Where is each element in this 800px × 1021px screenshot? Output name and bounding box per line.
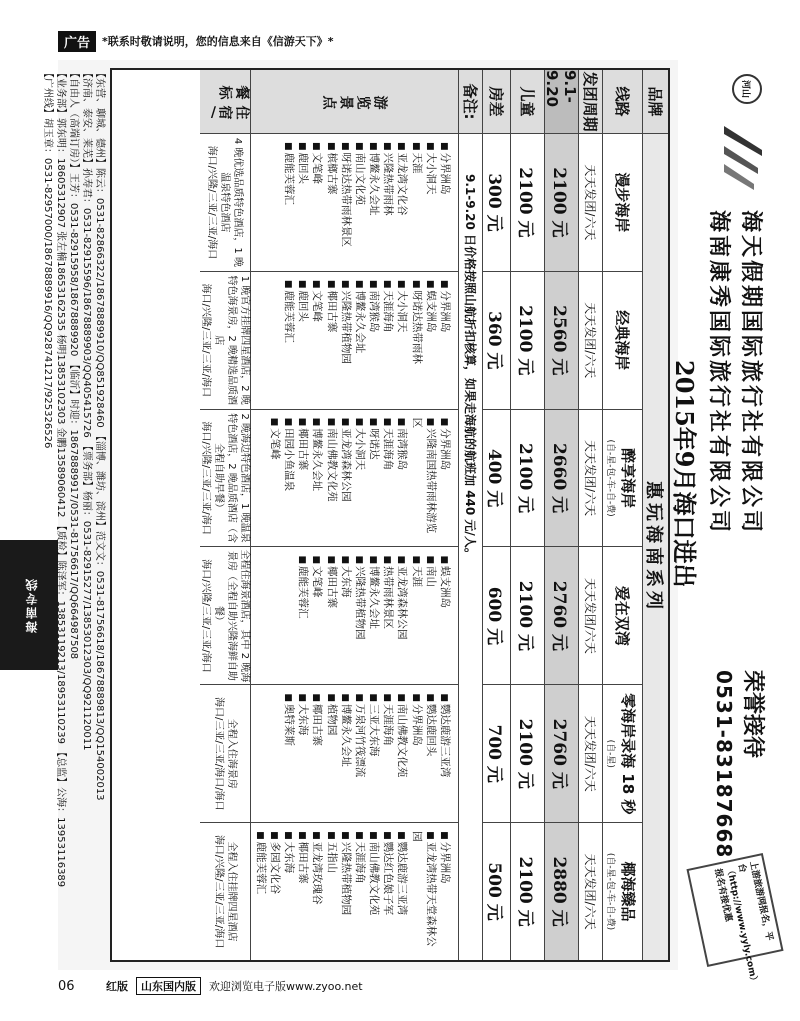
sight-item: ■ 鹿能芙蓉汇 (282, 142, 296, 247)
sight-item: ■ 呀诺达热带雨林景区 (339, 142, 353, 247)
table-row-sights (250, 70, 458, 960)
child-price: 2100 元 (511, 547, 544, 685)
sight-item: ■ 南山 (424, 555, 438, 639)
departure-cell: 天天发团/六天 (579, 547, 602, 685)
sight-item: ■ 亚龙湾玫瑰谷 (310, 831, 324, 952)
hotel-cell: 全程住海景酒店，其中 2 晚海景房（全程自助兴隆海鲜自助餐） 海口/兴隆/三亚/三亚/海口 (200, 547, 250, 685)
hotline[interactable]: 0531-83187668 (712, 670, 736, 859)
slogan: 荣誉接待 (740, 670, 765, 759)
promo-stamp: 上游旅游网报名，平台（http://www.yyly.com）报名有接优惠 (686, 853, 783, 967)
sight-item: ■ 大东海 (296, 693, 310, 777)
sights-cell (251, 547, 458, 685)
table-row-room-supplement (482, 70, 510, 960)
sight-item: ■ 南山佛教文化苑 (324, 418, 338, 539)
sight-item: ■ 分界洲岛 (438, 280, 452, 364)
sight-item: ■ 天涯 (409, 142, 423, 247)
company-name-secondary: 海南康秀国际旅行社有限公司 (706, 210, 732, 536)
sight-item: ■ 兴隆热带植物园 (339, 831, 353, 952)
sight-item: ■ 博鳌永久会址 (339, 693, 353, 777)
contact-line: 【东营、聊城、德州】陈云：0531-82866322/18678889910/QQ851928460 【淄博、潍坊、滨州】范文文：0531-81756618/18678889813/QQ154002013 (94, 68, 105, 801)
table-row-departure (578, 70, 602, 960)
sight-item: ■ 鹦达鹿回头 (424, 693, 438, 777)
room-supplement: 700 元 (483, 685, 510, 823)
route-name[interactable]: 醉享海岸 (自-星-包-车-自-费) (603, 410, 642, 548)
sight-item: ■ 蜈支洲岛 (424, 280, 438, 364)
sight-item: ■ 田园小鱼温泉 (282, 418, 296, 539)
sight-item: ■ 亚龙湾森林公园 (395, 555, 409, 639)
sight-item: ■ 分界洲岛 (438, 142, 452, 247)
contact-list (42, 68, 106, 962)
label-date-range: 9.1-9.20 (545, 70, 578, 134)
route-name[interactable]: 零海岸录海 18 秒 (自-星) (603, 685, 642, 823)
table-row-routes (602, 70, 642, 960)
sight-item: ■ 分界洲岛 (409, 693, 423, 777)
section-tab-label: 海南专线 (24, 577, 39, 633)
child-price: 2100 元 (511, 134, 544, 272)
sight-item: ■ 椰田古寨 (324, 280, 338, 364)
sight-item: ■ 大小洞天 (424, 142, 438, 247)
label-room: 房差 (483, 70, 510, 134)
route-name[interactable]: 经典海岸 (603, 272, 642, 410)
company-name-primary: 海天假期国际旅行社有限公司 (738, 210, 764, 536)
sight-item: ■ 天涯海角 (381, 280, 395, 364)
table-row-adult-price (544, 70, 578, 960)
label-sights: 游览景点 (251, 70, 458, 134)
departure-cell: 天天发团/六天 (579, 134, 602, 272)
sight-item: ■ 天涯海角 (381, 418, 395, 539)
sight-item: ■ 博鳌永久会址 (353, 280, 367, 364)
sight-item: ■ 博鳌永久会址 (367, 555, 381, 639)
sight-item: ■ 天涯 (409, 555, 423, 639)
sights-cell (251, 685, 458, 823)
sight-item: ■ 分界洲岛 (438, 418, 452, 539)
series-title: 惠玩海南系列 (643, 134, 668, 960)
sight-item: ■ 南湾猴岛 (395, 418, 409, 539)
sight-item: ■ 大东海 (282, 831, 296, 952)
sight-item: ■ 万泉河竹筏漂流 (353, 693, 367, 777)
region-label: 山东国内版 (136, 977, 201, 995)
table-row-note (458, 70, 482, 960)
sight-item: ■ 鹿能芙蓉汇 (282, 280, 296, 364)
departure-cell: 天天发团/六天 (579, 685, 602, 823)
sight-item: ■ 文笔峰 (268, 418, 282, 539)
ad-strip (58, 30, 778, 52)
sight-item: ■ 椰田古寨 (310, 693, 324, 777)
adult-price: 2100 元 (545, 134, 578, 272)
sight-item: ■ 大小洞天 (395, 280, 409, 364)
hotel-cell: 全程入住海景房 海口/三亚/三亚/海口/海口 (200, 685, 250, 823)
sight-item: ■ 三亚大东海 (367, 693, 381, 777)
ad-tag: 广告 (58, 31, 96, 52)
sight-item: ■ 兴隆热带植物园 (353, 555, 367, 639)
sight-item: ■ 亚龙湾热带天堂森林公园 (409, 831, 437, 952)
hotel-cell: 2 晚海边特色酒店，1 晚温泉特色酒店，2 晚品质酒店（含全程自助早餐） 海口/兴隆/三亚/三亚/海口 (200, 410, 250, 548)
sights-cell (251, 272, 458, 410)
company-logo-icon (718, 116, 768, 196)
sight-item: ■ 南山佛教文化苑 (367, 831, 381, 952)
table-row-child-price (510, 70, 544, 960)
sight-item: ■ 五指山 (324, 831, 338, 952)
contact-line: 【业务部】郭东明：18605312907 张左楠18653162535 杨明13853102303 金鹏13589060412 【质检】陈泽军：13853119213/18953110239 【总监】公海：13953116389 (55, 68, 66, 888)
departure-cell: 天天发团/六天 (583, 853, 597, 930)
table-row-brand (642, 70, 668, 960)
child-price: 2100 元 (515, 856, 535, 927)
departure-cell: 天天发团/六天 (579, 272, 602, 410)
sight-item: ■ 大东海 (339, 555, 353, 639)
child-price: 2100 元 (511, 272, 544, 410)
departure-cell: 天天发团/六天 (579, 410, 602, 548)
sight-item: ■ 亚龙湾文化谷 (395, 142, 409, 247)
sight-item: ■ 兴隆南国热带雨林游览区 (409, 418, 437, 539)
sight-item: ■ 文笔峰 (310, 142, 324, 247)
child-price: 2100 元 (511, 410, 544, 548)
room-supplement: 600 元 (483, 547, 510, 685)
route-name[interactable]: 漫步海岸 (603, 134, 642, 272)
adult-price: 2560 元 (545, 272, 578, 410)
sight-item: ■ 鹿回头 (296, 280, 310, 364)
sight-item: ■ 兴隆热带雨林 (381, 142, 395, 247)
edition-label: 红版 (106, 980, 128, 993)
label-note: 备注: (459, 70, 482, 134)
label-brand: 品牌 (643, 70, 668, 134)
sight-item: ■ 分界洲岛 (438, 831, 452, 952)
sight-item: ■ 鹦达鹿游三亚湾 (395, 831, 409, 952)
label-child: 儿童 (511, 70, 544, 134)
sight-item: ■ 呀诺达热带雨林 (409, 280, 423, 364)
room-supplement: 500 元 (484, 862, 504, 921)
brand-badge: 河山 (732, 74, 762, 104)
room-supplement: 300 元 (483, 134, 510, 272)
month-title: 2015年9月海口进出 (670, 360, 699, 588)
sights-cell (251, 410, 458, 548)
adult-price: 2660 元 (545, 410, 578, 548)
sight-item: ■ 兴隆热带植物园 (339, 280, 353, 364)
contact-line: 【自由人（高端订房）】王芳：0531-82915958/18678889920 【临沂】时迎：18678889917/0531-81756617/QQ664987508 (68, 68, 79, 660)
sight-item: ■ 蜈支洲岛 (438, 555, 452, 639)
sight-item: ■ 南湾猴岛 (367, 280, 381, 364)
sight-item: ■ 南山文化苑 (353, 142, 367, 247)
note-text: 9.1-9.20 日价格按照山航折扣核算，如果走海航的航班加 440 元/人。 (463, 174, 477, 560)
child-price: 2100 元 (511, 685, 544, 823)
sight-item: ■ 南山佛教文化苑 (395, 693, 409, 777)
page-footer (58, 975, 778, 997)
room-supplement: 360 元 (483, 272, 510, 410)
sight-item: ■ 椰田古寨 (296, 418, 310, 539)
sight-item: ■ 多园文化谷 (268, 831, 282, 952)
hotel-cell: 全程入住挂牌四星酒店 海口/兴隆/三亚/三亚/海口 (213, 834, 237, 949)
site-link[interactable]: 欢迎浏览电子版www.zyoo.net (209, 980, 363, 993)
contact-line: 【广州线】胡玉章：0531-82957000/18678889916/QQ928741217/925326526 (42, 68, 53, 449)
room-supplement: 400 元 (483, 410, 510, 548)
sight-item: ■ 鹦达红色娘子军 (381, 831, 395, 952)
sight-item: ■ 大小洞天 (353, 418, 367, 539)
sight-item: ■ 文笔峰 (310, 280, 324, 364)
sights-cell (251, 134, 458, 272)
ad-header (670, 60, 778, 987)
sight-item: ■ 天涯海角 (353, 831, 367, 952)
sight-item: ■ 呀诺达 (367, 418, 381, 539)
sight-item: ■ 槟榔古寨 (324, 142, 338, 247)
sight-item: ■ 鹿回头 (296, 142, 310, 247)
sight-item: ■ 亚龙湾森林公园 (339, 418, 353, 539)
sight-item: ■ 博鳌永久会址 (310, 418, 324, 539)
sight-item: ■ 鹦达鹿游三亚湾 (438, 693, 452, 777)
sight-item: ■ 植物园 (324, 693, 338, 777)
sight-item: ■ 鹿能芙蓉汇 (296, 555, 310, 639)
adult-price: 2760 元 (545, 685, 578, 823)
sight-item: ■ 椰田古寨 (324, 555, 338, 639)
route-name[interactable]: 椰海臻品 (自-星-包-车-自-费) (605, 852, 638, 931)
table-row-hotel (200, 70, 250, 960)
hotel-cell: 4 晚优选品质特色酒店，1 晚温泉特色酒店 海口/兴隆/三亚/三亚/海口 (200, 134, 250, 272)
sight-item: ■ 文笔峰 (310, 555, 324, 639)
adult-price: 2880 元 (549, 856, 569, 927)
sight-item: ■ 热带雨林景区 (381, 555, 395, 639)
adult-price: 2760 元 (545, 547, 578, 685)
hotel-cell: 1 晚官方挂牌四星酒店，2 晚特色海景房，2 晚精选品质酒店 海口/兴隆/三亚/三亚/海口 (200, 272, 250, 410)
route-name[interactable]: 爱在双湾 (603, 547, 642, 685)
sight-item: ■ 博鳌永久会址 (367, 142, 381, 247)
sights-cell (251, 823, 458, 960)
label-hotel: 住宿/餐标 (200, 70, 250, 134)
contact-line: 【济南、泰安、莱芜】孙寿君：0531-82915596/18678889903/QQ405415726 【票务部】杨丽：0531-82915277/13853012303/QQ921120011 (81, 68, 92, 751)
sight-item: ■ 奥特莱斯 (282, 693, 296, 777)
label-line: 线路 (603, 70, 642, 134)
sight-item: ■ 天涯海角 (381, 693, 395, 777)
label-departure: 发团周期 (579, 70, 602, 134)
ad-note: *联系时敬请说明，您的信息来自《信游天下》* (102, 35, 334, 48)
itinerary-table (110, 68, 670, 962)
sight-item: ■ 鹿能芙蓉汇 (254, 831, 268, 952)
sight-item: ■ 椰田古寨 (296, 831, 310, 952)
page-number: 06 (58, 978, 75, 994)
